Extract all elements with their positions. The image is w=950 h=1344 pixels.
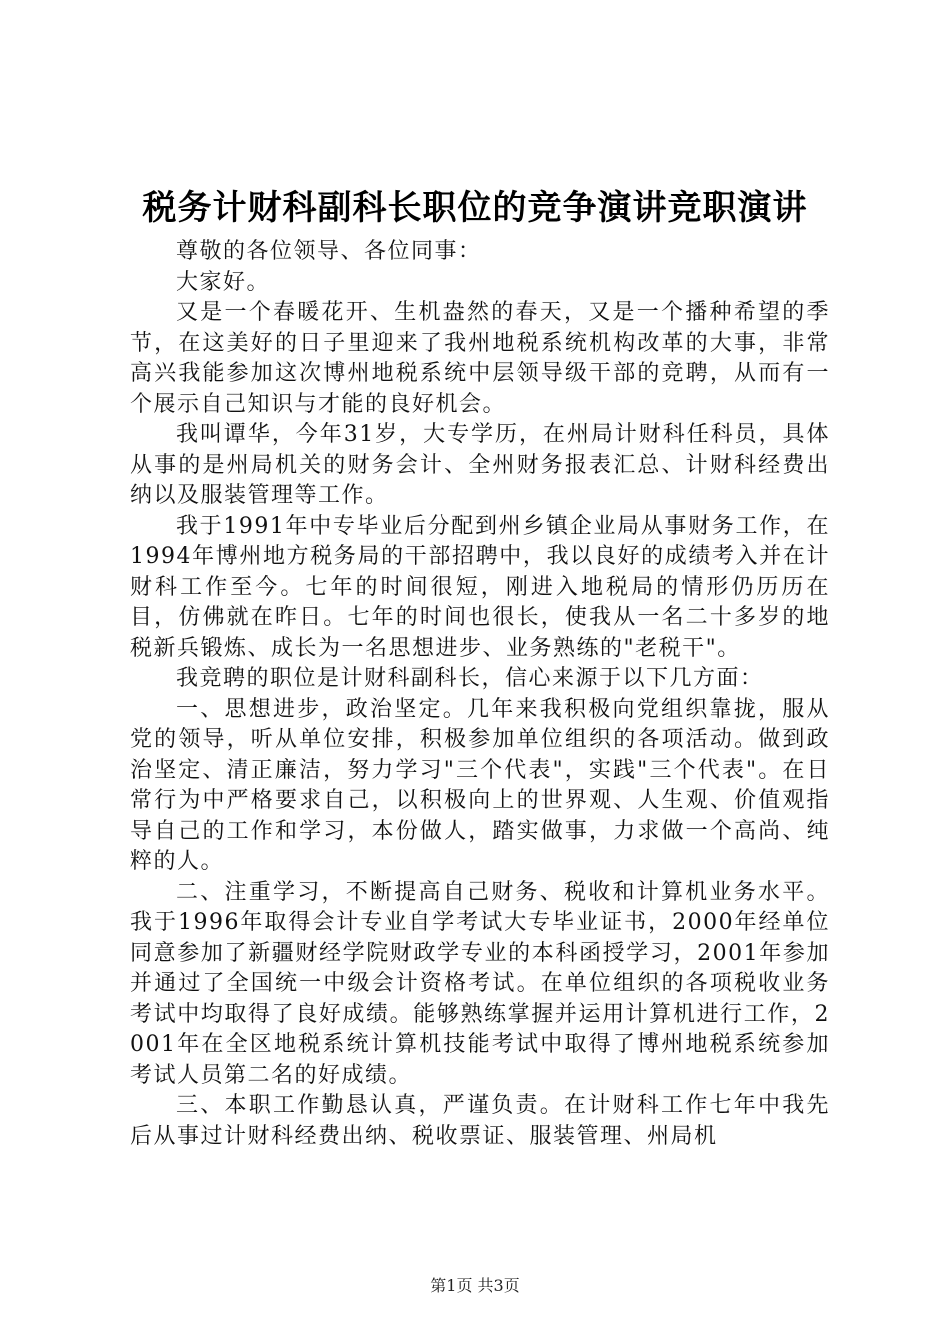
page-footer: 第1页 共3页 [430,1276,520,1295]
paragraph-work-history: 我于1991年中专毕业后分配到州乡镇企业局从事财务工作，在1994年博州地方税务局的干部招聘中，我以良好的成绩考入并在计财科工作至今。七年的时间很短，刚进入地税局的情形仍历历在目，仿佛就在昨日。七年的时间也很长，使我从一名二十多岁的地税新兵锻炼、成长为一名思想进步、业务熟练的"老税干"。 [130,513,830,661]
paragraph-greeting: 大家好。 [176,269,271,295]
paragraph-point-two: 二、注重学习，不断提高自己财务、税收和计算机业务水平。我于1996年取得会计专业自学考试大专毕业证书，2000年经单位同意参加了新疆财经学院财政学专业的本科函授学习，2001年参加并通过了全国统一中级会计资格考试。在单位组织的各项税收业务考试中均取得了良好成绩。能够熟练掌握并运用计算机进行工作，2001年在全区地税系统计算机技能考试中取得了博州地税系统参加考试人员第二名的好成绩。 [130,879,830,1088]
paragraph-self-introduction: 我叫谭华，今年31岁，大专学历，在州局计财科任科员，具体从事的是州局机关的财务会计、全州财务报表汇总、计财科经费出纳以及服装管理等工作。 [130,422,830,508]
paragraph-intro: 又是一个春暖花开、生机盎然的春天，又是一个播种希望的季节，在这美好的日子里迎来了我州地税系统机构改革的大事，非常高兴我能参加这次博州地税系统中层领导级干部的竞聘，从而有一个展示自己知识与才能的良好机会。 [130,300,830,417]
document-title: 税务计财科副科长职位的竞争演讲竞职演讲 [142,188,808,228]
paragraph-salutation: 尊敬的各位领导、各位同事： [176,239,482,264]
paragraph-position: 我竞聘的职位是计财科副科长，信心来源于以下几方面： [176,666,764,691]
paragraph-point-three: 三、本职工作勤恳认真，严谨负责。在计财科工作七年中我先后从事过计财科经费出纳、税收票证、服装管理、州局机 [130,1093,830,1149]
document-body [130,237,830,1152]
paragraph-point-one: 一、思想进步，政治坚定。几年来我积极向党组织靠拢，服从党的领导，听从单位安排，积极参加单位组织的各项活动。做到政治坚定、清正廉洁，努力学习"三个代表"，实践"三个代表"。在日常行为中严格要求自己，以积极向上的世界观、人生观、价值观指导自己的工作和学习，本份做人，踏实做事，力求做一个高尚、纯粹的人。 [130,696,830,874]
